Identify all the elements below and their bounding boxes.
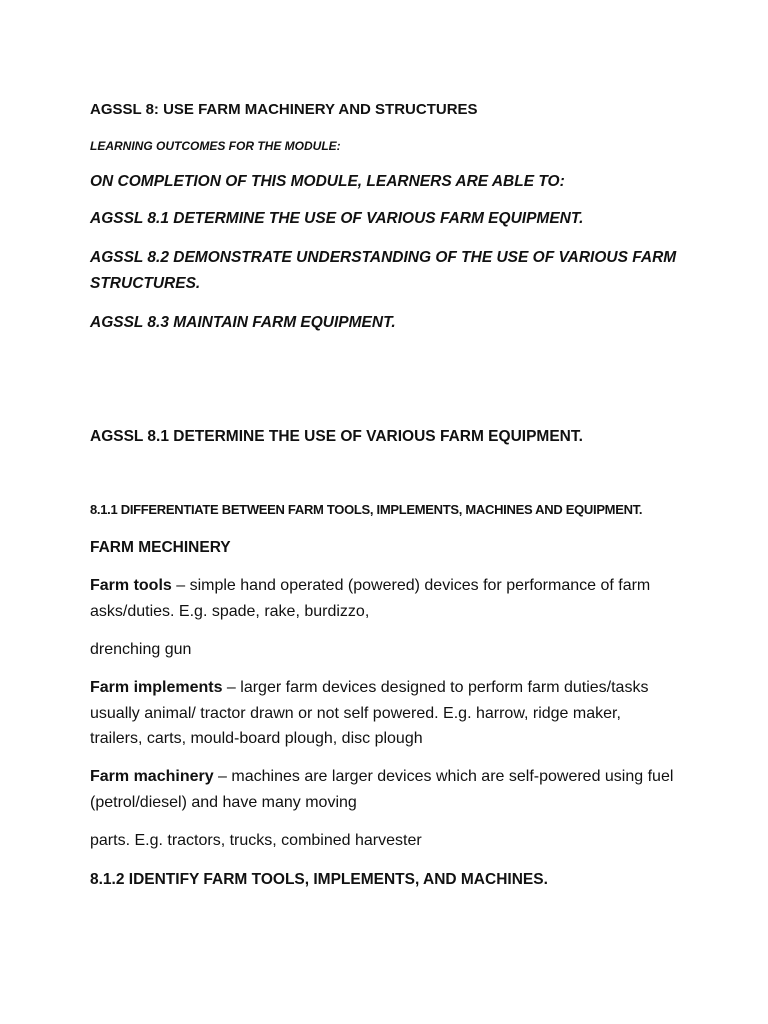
farm-tools-line-2: asks/duties. E.g. spade, rake, burdizzo, [90,603,370,620]
outcome-8-3: AGSSL 8.3 MAINTAIN FARM EQUIPMENT. [90,314,396,331]
outcome-8-2-continued: STRUCTURES. [90,275,201,292]
next-subsection-heading: 8.1.2 IDENTIFY FARM TOOLS, IMPLEMENTS, AND MACHINES. [90,871,548,888]
farm-implements-definition: – larger farm devices designed to perform farm duties/tasks [222,679,649,696]
learning-outcomes-label: LEARNING OUTCOMES FOR THE MODULE: [90,139,341,153]
farm-tools-definition: – simple hand operated (powered) devices for performance of farm [171,577,651,594]
farm-machinery-line-2: (petrol/diesel) and have many moving [90,794,357,811]
farm-implements-paragraph [90,675,690,701]
farm-implements-term: Farm implements [90,679,223,696]
farm-machinery-term: Farm machinery [90,768,214,785]
farm-machinery-paragraph [90,764,690,790]
farm-tools-term: Farm tools [90,577,172,594]
farm-mechinery-heading: FARM MECHINERY [90,539,231,556]
farm-implements-line-3: trailers, carts, mould-board plough, disc plough [90,730,423,747]
section-heading: AGSSL 8.1 DETERMINE THE USE OF VARIOUS FARM EQUIPMENT. [90,428,583,445]
subsection-heading: 8.1.1 DIFFERENTIATE BETWEEN FARM TOOLS, IMPLEMENTS, MACHINES AND EQUIPMENT. [90,502,643,517]
module-title: AGSSL 8: USE FARM MACHINERY AND STRUCTURES [90,101,478,118]
farm-machinery-definition: – machines are larger devices which are self-powered using fuel [213,768,674,785]
farm-implements-line-2: usually animal/ tractor drawn or not self powered. E.g. harrow, ridge maker, [90,705,621,722]
farm-tools-paragraph [90,573,690,599]
completion-intro: ON COMPLETION OF THIS MODULE, LEARNERS ARE ABLE TO: [90,173,565,190]
outcome-8-2: AGSSL 8.2 DEMONSTRATE UNDERSTANDING OF THE USE OF VARIOUS FARM [90,249,677,266]
farm-machinery-line-3: parts. E.g. tractors, trucks, combined harvester [90,832,422,849]
farm-tools-line-3: drenching gun [90,641,192,658]
outcome-8-1: AGSSL 8.1 DETERMINE THE USE OF VARIOUS FARM EQUIPMENT. [90,210,584,227]
